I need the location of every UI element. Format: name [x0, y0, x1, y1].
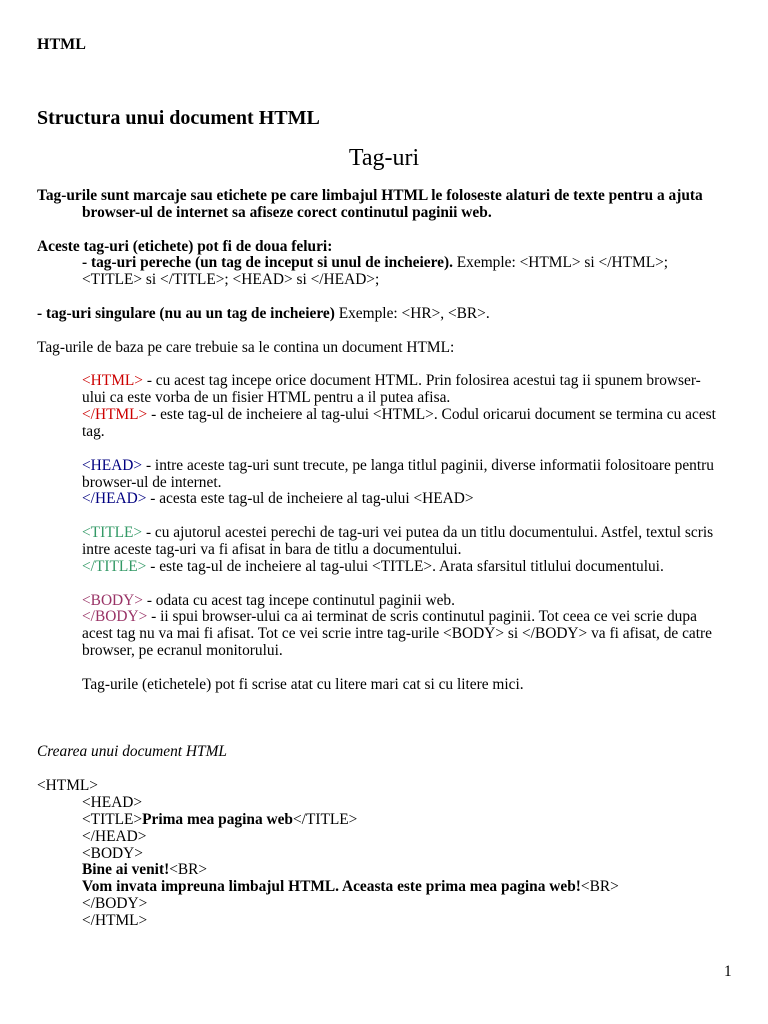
html-open-line [37, 373, 752, 390]
page-number: 1 [724, 963, 732, 980]
html-close-tag: </HTML> [82, 406, 148, 424]
pair-tags-examples: Exemple: <HTML> si </HTML>; [452, 254, 669, 272]
body-close-ref-close: </BODY> [521, 625, 588, 643]
main-heading: Tag-uri [348, 145, 420, 171]
title-open-desc: - cu ajutorul acestei perechi de tag-uri vei putea da un titlu documentului. Astfel, textul scris [142, 524, 714, 542]
head-open-desc: - intre aceste tag-uri sunt trecute, pe langa titlul paginii, diverse informatii folositoare pentru [142, 456, 714, 474]
html-close-desc: - este tag-ul de incheiere al tag-ului [147, 406, 373, 424]
body-close-tag: </BODY> [82, 608, 148, 626]
code-title-text: Prima mea pagina web [142, 810, 293, 828]
title-close-ref: <TITLE> [372, 557, 433, 575]
code-title-open: <TITLE> [82, 810, 143, 828]
body-close-desc-cont [37, 626, 752, 643]
code-html-close: </HTML> [82, 911, 148, 929]
head-open-line [37, 458, 752, 475]
title-close-line [37, 559, 752, 576]
head-close-tag: </HEAD> [82, 490, 147, 508]
pair-tags-line [37, 255, 752, 272]
body-close-desc-text: acest tag nu va mai fi afisat. Tot ce vei scrie intre tag-urile [82, 625, 444, 643]
html-close-ref: <HTML> [372, 406, 434, 424]
case-note: Tag-urile (etichetele) pot fi scrise atat cu litere mari cat si cu litere mici. [82, 675, 524, 693]
code-title-line [37, 812, 752, 829]
example-title: Crearea unui document HTML [37, 743, 227, 761]
title-close-tag: </TITLE> [82, 557, 147, 575]
code-html-open: <HTML> [37, 777, 98, 795]
intro-line: Tag-urile sunt marcaje sau etichete pe care limbajul HTML le foloseste alaturi de texte pentru a ajuta [37, 187, 703, 204]
code-greeting-line [37, 862, 752, 879]
pair-tags-examples-cont: <TITLE> si </TITLE>; <HEAD> si </HEAD>; [82, 271, 380, 289]
html-open-desc: - cu acest tag incepe orice document HTML. Prin folosirea acestui tag ii spunem browser- [142, 372, 701, 390]
head-close-line [37, 491, 752, 508]
head-open-tag: <HEAD> [82, 456, 143, 474]
basic-tags-intro: Tag-urile de baza pe care trebuie sa le contina un document HTML: [37, 338, 455, 356]
pair-tags-label: - tag-uri pereche (un tag de inceput si unul de incheiere). [82, 254, 453, 272]
body-open-line [37, 593, 752, 610]
head-close-desc: - acesta este tag-ul de incheiere al tag-ului [146, 490, 414, 508]
document-body [37, 188, 752, 930]
title-open-line [37, 525, 752, 542]
code-sentence: Vom invata impreuna limbajul HTML. Aceasta este prima mea pagina web! [82, 878, 581, 896]
body-close-desc: - ii spui browser-ului ca ai terminat de scris continutul paginii. Tot ceea ce vei scrie dupa [147, 608, 697, 626]
body-open-tag: <BODY> [82, 591, 143, 609]
html-close-line [37, 407, 752, 424]
head-close-ref: <HEAD> [413, 490, 474, 508]
intro-line: browser-ul de internet sa afiseze corect continutul paginii web. [82, 203, 492, 221]
body-close-ref-open: <BODY> [443, 625, 505, 643]
html-close-desc-end: . Codul oricarui document se termina cu acest [433, 406, 716, 424]
html-open-desc-cont: ului ca este vorba de un fisier HTML pentru a il putea afisa. [82, 389, 451, 407]
title-close-desc-end: . Arata sfarsitul titlului documentului. [432, 557, 664, 575]
document-header: HTML [37, 36, 86, 53]
tag-kinds-heading: Aceste tag-uri (etichete) pot fi de doua feluri: [37, 237, 333, 255]
title-open-desc-cont: intre aceste tag-uri va fi afisat in bara de titlu a documentului. [82, 541, 462, 559]
body-close-desc-mid: si [504, 625, 522, 643]
single-tags-examples: Exemple: <HR>, <BR>. [334, 305, 490, 323]
body-close-desc-cont2: browser, pe ecranul monitorului. [82, 642, 283, 660]
body-close-desc-end: va fi afisat, de catre [587, 625, 712, 643]
head-open-desc-cont: browser-ul de internet. [82, 473, 222, 491]
body-open-desc: - odata cu acest tag incepe continutul paginii web. [142, 591, 455, 609]
code-head-close: </HEAD> [82, 827, 147, 845]
title-open-tag: <TITLE> [82, 524, 143, 542]
code-body-open: <BODY> [82, 844, 143, 862]
code-greeting: Bine ai venit! [82, 861, 170, 879]
code-head-open: <HEAD> [82, 793, 143, 811]
code-br: <BR> [169, 861, 208, 879]
code-sentence-line [37, 879, 752, 896]
body-close-line [37, 609, 752, 626]
code-title-close: </TITLE> [293, 810, 358, 828]
code-br: <BR> [580, 878, 619, 896]
single-tags-line [37, 306, 752, 323]
title-close-desc: - este tag-ul de incheiere al tag-ului [146, 557, 373, 575]
code-body-close: </BODY> [82, 895, 148, 913]
single-tags-label: - tag-uri singulare (nu au un tag de incheiere) [37, 305, 335, 323]
section-title: Structura unui document HTML [37, 107, 320, 129]
html-open-tag: <HTML> [82, 372, 143, 390]
html-close-desc-cont: tag. [82, 423, 105, 441]
